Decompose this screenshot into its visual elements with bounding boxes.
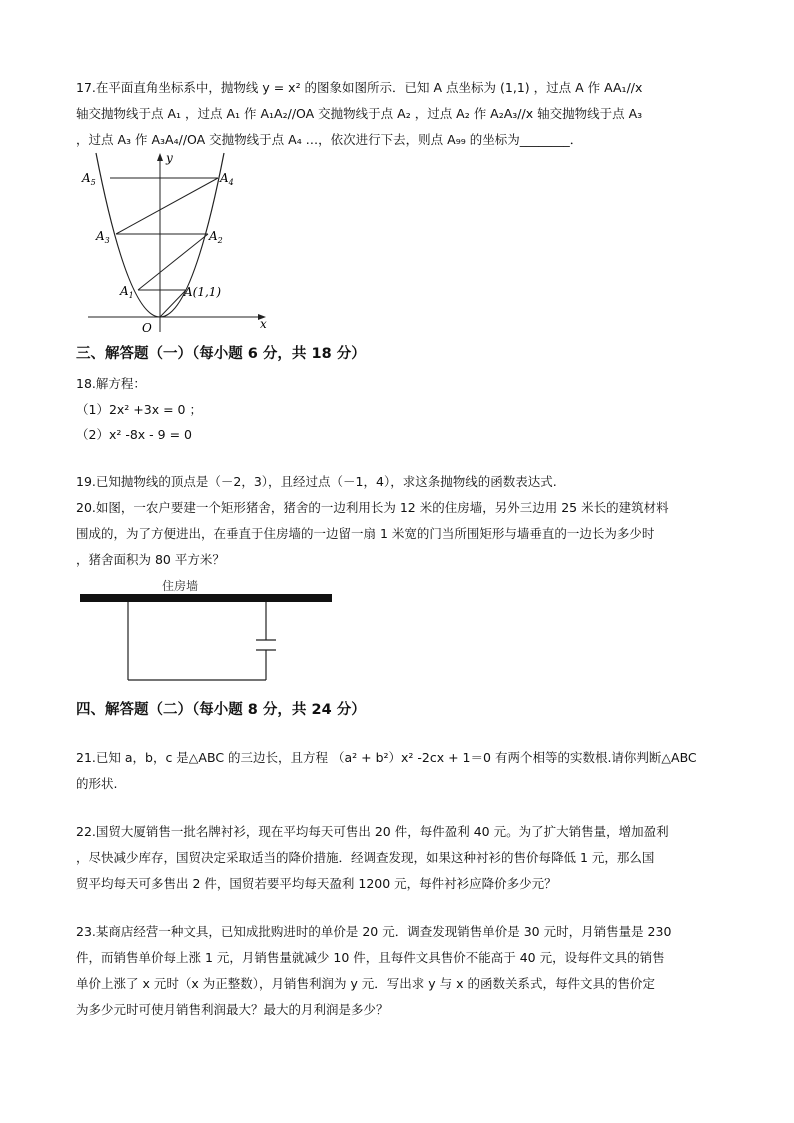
q20-line-2: 围成的，为了方便进出，在垂直于住房墙的一边留一扇 1 米宽的门当所围矩形与墙垂直的一边长为多少时 (76, 526, 655, 541)
pig-pen-figure (76, 574, 340, 686)
label-a2: $A_2$ (209, 229, 223, 245)
label-a4: $A_4$ (220, 171, 234, 187)
label-origin: O (142, 321, 152, 335)
q18-title: 18.解方程： (76, 376, 146, 391)
q22-line-2: ，尽快减少库存，国贸决定采取适当的降价措施．经调查发现，如果这种衬衫的售价每降低 1 元，那么国 (76, 850, 655, 865)
label-y: y (166, 151, 173, 165)
segment-a3-a4 (116, 178, 218, 234)
wall-label: 住房墙 (162, 579, 199, 593)
label-a: A(1,1) (184, 285, 222, 299)
q20-line-3: ，猪舍面积为 80 平方米？ (76, 552, 225, 567)
q23-line-2: 件，而销售单价每上涨 1 元，月销售量就减少 10 件，且每件文具售价不能高于 40 元，设每件文具的销售 (76, 950, 665, 965)
label-a5: $A_5$ (82, 171, 96, 187)
q18-part-2: （2）x² -8x - 9 = 0 (76, 427, 192, 442)
section-4-heading: 四、解答题（二）（每小题 8 分，共 24 分） (76, 702, 366, 718)
q17-line-2: 轴交抛物线于点 A₁ ，过点 A₁ 作 A₁A₂//OA 交抛物线于点 A₂ ，过点 A₂ 作 A₂A₃//x 轴交抛物线于点 A₃ (76, 106, 643, 121)
q22-line-1: 22.国贸大厦销售一批名牌衬衫，现在平均每天可售出 20 件，每件盈利 40 元。为了扩大销售量，增加盈利 (76, 824, 669, 839)
q18-part-1: （1）2x² +3x = 0 ； (76, 402, 202, 417)
q21-line-2: 的形状. (76, 776, 118, 791)
q22-line-3: 贸平均每天可多售出 2 件，国贸若要平均每天盈利 1200 元，每件衬衫应降价多少元？ (76, 876, 557, 891)
house-wall (80, 594, 332, 602)
q19-line-1: 19.已知抛物线的顶点是（－2，3），且经过点（－1，4），求这条抛物线的函数表达式. (76, 474, 557, 489)
label-a1: $A_1$ (120, 284, 134, 300)
q23-line-1: 23.某商店经营一种文具，已知成批购进时的单价是 20 元．调查发现销售单价是 30 元时，月销售量是 230 (76, 924, 672, 939)
y-axis-arrow (157, 153, 163, 161)
q23-line-4: 为多少元时可使月销售利润最大？最大的月利润是多少？ (76, 1002, 389, 1017)
q23-line-3: 单价上涨了 x 元时（x 为正整数），月销售利润为 y 元．写出求 y 与 x 的函数关系式，每件文具的售价定 (76, 976, 655, 991)
q20-line-1: 20.如图，一农户要建一个矩形猪舍，猪舍的一边利用长为 12 米的住房墙，另外三边用 25 米长的建筑材料 (76, 500, 669, 515)
q21-line-1: 21.已知 a，b，c 是△ABC 的三边长，且方程 （a² + b²）x² -2cx + 1＝0 有两个相等的实数根.请你判断△ABC (76, 750, 697, 765)
q17-line-1: 17.在平面直角坐标系中，抛物线 y = x² 的图象如图所示．已知 A 点坐标为 (1,1) ，过点 A 作 AA₁//x (76, 80, 643, 95)
label-x: x (260, 317, 267, 331)
parabola-figure (76, 150, 276, 335)
section-3-heading: 三、解答题（一）（每小题 6 分，共 18 分） (76, 346, 366, 362)
segment-o-a (160, 290, 186, 317)
label-a3: $A_3$ (96, 229, 110, 245)
q17-line-3: ，过点 A₃ 作 A₃A₄//OA 交抛物线于点 A₄ …，依次进行下去，则点 A₉₉ 的坐标为________． (76, 132, 583, 147)
